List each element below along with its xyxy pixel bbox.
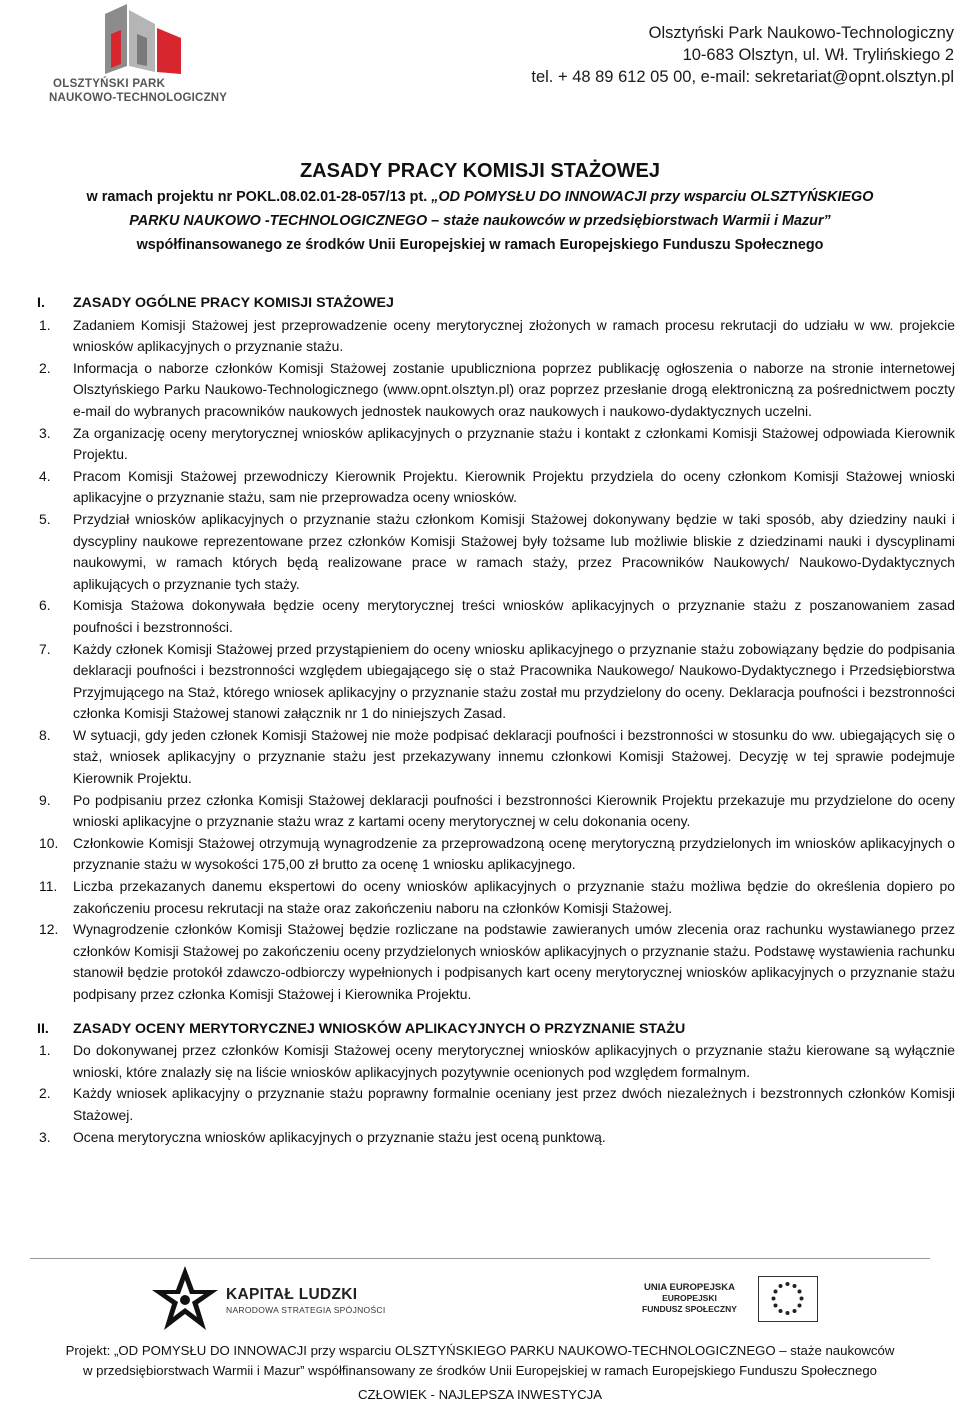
list-item-number: 3. (39, 1128, 51, 1145)
list-item-number: 1. (39, 1042, 51, 1059)
list-item-text: Członkowie Komisji Stażowej otrzymują wynagrodzenie za przeprowadzoną ocenę merytoryczną przydzielonych im wniosków aplikacyjnych o przyznanie stażu w wysokości 175,00 zł brutto za ocenę 1 wniosku aplikacyjnego. (73, 834, 955, 873)
footer-divider (30, 1258, 930, 1259)
list-item-number: 3. (39, 424, 51, 441)
opnt-logo (45, 4, 245, 104)
project-description (60, 185, 900, 257)
list-item-number: 2. (39, 359, 51, 376)
section-number: I. (37, 295, 45, 311)
project-name-line2: PARKU NAUKOWO -TECHNOLOGICZNEGO – staże naukowców w przedsiębiorstwach Warmii i Mazur” (129, 213, 831, 229)
list-item-text: Po podpisaniu przez członka Komisji Stażowej deklaracji poufności i bezstronności Kierownik Projektu przekazuje mu przydzielone do oceny wnioski aplikacyjne o przyznanie stażu wraz z kartami oceny merytorycznej w celu dokonania oceny. (73, 791, 955, 830)
section1-list (37, 315, 955, 1006)
org-contact: tel. + 48 89 612 05 00, e-mail: sekretariat@opnt.olsztyn.pl (531, 68, 954, 86)
list-item-number: 2. (39, 1085, 51, 1102)
list-item (37, 315, 955, 358)
list-item-number: 12. (39, 921, 59, 938)
eu-flag-icon (758, 1276, 818, 1322)
list-item (37, 790, 955, 833)
list-item (37, 423, 955, 466)
footer-project-line1: Projekt: „OD POMYSŁU DO INNOWACJI przy wsparciu OLSZTYŃSKIEGO PARKU NAUKOWO-TECHNOLOGICZNEGO – staże naukowców (65, 1343, 895, 1358)
list-item (37, 509, 955, 595)
logo-text-line1: OLSZTYŃSKI PARK (53, 78, 166, 90)
page-header (0, 0, 960, 110)
list-item (37, 725, 955, 790)
org-name: Olsztyński Park Naukowo-Technologiczny (648, 24, 954, 42)
list-item (37, 466, 955, 509)
eu-line2: EUROPEJSKI (662, 1293, 717, 1303)
list-item-number: 6. (39, 597, 51, 614)
list-item (37, 1083, 955, 1126)
footer-slogan: CZŁOWIEK - NAJLEPSZA INWESTYCJA (357, 1387, 602, 1402)
list-item-text: Informacja o naborze członków Komisji Stażowej zostanie upubliczniona poprzez publikację ogłoszenia o naborze na stronie internetowej Olsztyńskiego Parku Naukowo-Technologicznego (www.opnt.olsztyn.pl) oraz poprzez przesłanie drogą elektroniczną za pośrednictwem poczty e-mail do wybranych pracowników naukowych jednostek naukowych oraz naukowych i naukowo-dydaktycznych uczelni. (73, 359, 955, 419)
list-item-text: Zadaniem Komisji Stażowej jest przeprowadzenie oceny merytorycznej złożonych w ramach procesu rekrutacji do udziału w ww. projekcie wniosków aplikacyjnych o przyznanie stażu. (73, 316, 955, 355)
list-item-number: 11. (39, 878, 58, 895)
list-item-text: Komisja Stażowa dokonywała będzie oceny merytorycznej treści wniosków aplikacyjnych o przyznanie stażu z poszanowaniem zasad poufności i bezstronności. (73, 597, 955, 635)
list-item-text: Każdy członek Komisji Stażowej przed przystąpieniem do oceny wniosku aplikacyjnego o przyznanie stażu zobowiązany będzie do podpisania deklaracji poufności i bezstronności względem ubiegającego się o staż Pracownika Naukowego/ Naukowo-Dydaktycznego i Przedsiębiorstwa Przyjmującego na Staż, którego wniosek aplikacyjny o przyznanie stażu został mu przydzielony do oceny. Deklaracja poufności i bezstronności członka Komisji Stażowej stanowi załącznik nr 1 do niniejszych Zasad. (73, 640, 955, 722)
opnt-logo-mark-icon (97, 4, 189, 76)
org-address: 10-683 Olsztyn, ul. Wł. Trylińskiego 2 (682, 46, 954, 64)
list-item-number: 9. (39, 791, 51, 808)
kl-title: KAPITAŁ LUDZKI (226, 1286, 358, 1303)
list-item-number: 1. (39, 316, 51, 333)
eu-line3: FUNDUSZ SPOŁECZNY (642, 1304, 737, 1314)
list-item-text: Każdy wniosek aplikacyjny o przyznanie stażu poprawny formalnie oceniany jest przez dwóch niezależnych i bezstronnych członków Komisji Stażowej. (73, 1085, 955, 1123)
list-item (37, 919, 955, 1005)
list-item-text: Pracom Komisji Stażowej przewodniczy Kierownik Projektu. Kierownik Projektu przydziela do oceny członkom Komisji Stażowej wnioski aplikacyjne o przyznanie stażu, sam nie przeprowadza oceny wniosków. (73, 467, 955, 506)
list-item (37, 833, 955, 876)
kl-subtitle: NARODOWA STRATEGIA SPÓJNOŚCI (226, 1305, 386, 1315)
document-body (37, 293, 955, 1148)
project-funding: współfinansowanego ze środków Unii Europejskiej w ramach Europejskiego Funduszu Społecznego (136, 237, 824, 253)
footer-project-text (0, 1341, 960, 1381)
section-title: ZASADY OCENY MERYTORYCZNEJ WNIOSKÓW APLIKACYJNYCH O PRZYZNANIE STAŻU (73, 1020, 686, 1037)
list-item-text: Do dokonywanej przez członków Komisji Stażowej oceny merytorycznej wniosków aplikacyjnych o przyznanie stażu kierowane są wyłącznie wnioski, które znalazły się na liście wniosków aplikacyjnych pozytywnie ocenionych pod względem formalnym. (73, 1042, 955, 1080)
list-item-number: 10. (39, 834, 59, 851)
list-item-text: Liczba przekazanych danemu ekspertowi do oceny wniosków aplikacyjnych o przyznanie stażu możliwa będzie do określenia dopiero po zakończeniu procesu rekrutacji na staże oraz zakończeniu naboru na członków Komisji Stażowej. (73, 878, 955, 916)
list-item-text: Wynagrodzenie członków Komisji Stażowej będzie rozliczane na podstawie zawieranych umów zlecenia oraz rachunku wystawianego przez członków Komisji Stażowej po zakończeniu oceny przydzielonych wniosków aplikacyjnych o przyznanie stażu. Podstawę wystawienia rachunku stanowił będzie protokół zdawczo-odbiorczy wypełnionych i podpisanych kart oceny merytorycznej wniosków aplikacyjnych o przyznanie stażu podpisany przez członka Komisji Stażowej i Kierownika Projektu. (73, 921, 955, 1002)
section-heading (37, 1019, 955, 1041)
section-number: II. (37, 1020, 49, 1037)
list-item (37, 595, 955, 638)
list-item (37, 358, 955, 423)
project-prefix: w ramach projektu nr POKL.08.02.01-28-057/13 pt. (86, 189, 432, 205)
eu-logo (636, 1274, 836, 1330)
list-item-number: 5. (39, 510, 51, 527)
footer-project-line2: w przedsiębiorstwach Warmii i Mazur” współfinansowany ze środków Unii Europejskiej w ramach Europejskiego Funduszu Społecznego (82, 1363, 878, 1378)
list-item-text: W sytuacji, gdy jeden członek Komisji Stażowej nie może podpisać deklaracji poufności i bezstronności w stosunku do ww. ubiegających się o staż, wniosek aplikacyjny o przyznanie stażu jest przekazywany innemu członkowi Komisji Stażowej. Decyzję w tej sprawie podejmuje Kierownik Projektu. (73, 726, 955, 787)
section2-list (37, 1040, 955, 1148)
list-item-text: Za organizację oceny merytorycznej wniosków aplikacyjnych o przyznanie stażu i kontakt z członkami Komisji Stażowej odpowiada Kierownik Projektu. (73, 424, 955, 463)
document-title: ZASADY PRACY KOMISJI STAŻOWEJ (299, 160, 661, 182)
logo-text-line2: NAUKOWO-TECHNOLOGICZNY (49, 92, 228, 104)
list-item-text: Przydział wniosków aplikacyjnych o przyznanie stażu członkom Komisji Stażowej dokonywany będzie w taki sposób, aby dziedziny nauki i dyscypliny naukowe reprezentowane przez członków Komisji Stażowej były tożsame lub możliwie bliskie z dziedzinami nauki i dyscyplinami naukowymi, w ramach których będą realizowane prace w ramach staży, przez Pracowników Naukowych/ Naukowo-Dydaktycznych aplikujących o przyznanie tych staży. (73, 510, 955, 592)
eu-text (642, 1282, 737, 1315)
list-item (37, 1040, 955, 1083)
section-heading (37, 293, 955, 315)
list-item (37, 1127, 955, 1149)
section-title: ZASADY OGÓLNE PRACY KOMISJI STAŻOWEJ (73, 295, 394, 311)
list-item (37, 876, 955, 919)
project-name-line1: „OD POMYSŁU DO INNOWACJI przy wsparciu OLSZTYŃSKIEGO (431, 189, 874, 205)
list-item-number: 7. (39, 640, 51, 657)
eu-line1: UNIA EUROPEJSKA (643, 1282, 735, 1293)
list-item-number: 4. (39, 467, 51, 484)
kapital-ludzki-logo (150, 1264, 390, 1334)
kapital-ludzki-emblem-icon (150, 1264, 220, 1334)
list-item-text: Ocena merytoryczna wniosków aplikacyjnych o przyznanie stażu jest oceną punktową. (73, 1128, 606, 1145)
list-item (37, 639, 955, 725)
contact-block (531, 22, 954, 88)
list-item-number: 8. (39, 726, 51, 743)
